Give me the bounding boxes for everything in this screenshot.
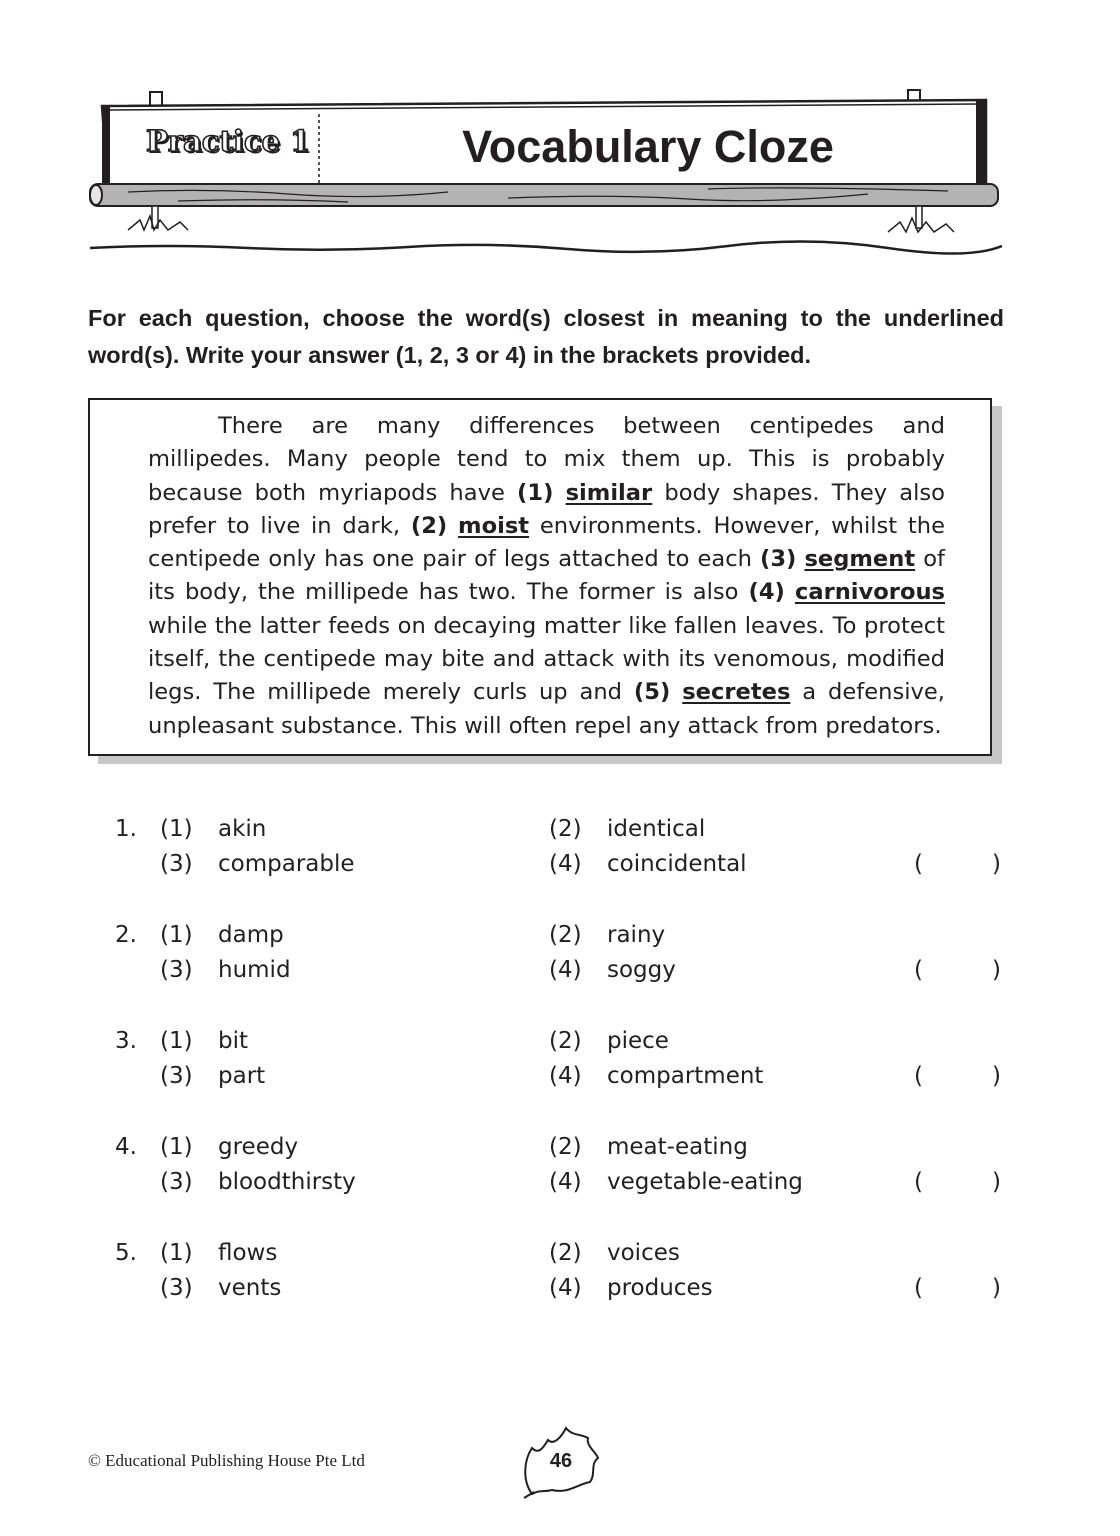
option-text: bit [218, 1028, 249, 1054]
option-number: (4) [549, 1063, 582, 1089]
practice-label: Practice 1 [146, 124, 311, 158]
passage-segment: of its body, the millipede has two. The former is also [148, 546, 945, 606]
option-number: (1) [160, 816, 193, 842]
option-text: greedy [218, 1134, 299, 1160]
option-number: (3) [160, 1169, 193, 1195]
option-text: humid [218, 957, 291, 983]
blank-marker-2: (2) [410, 512, 448, 539]
answer-bracket-close[interactable]: ) [992, 1169, 1001, 1195]
option-number: (1) [160, 1240, 193, 1266]
option-number: (2) [549, 922, 582, 948]
option-number: (2) [549, 1240, 582, 1266]
passage-segment: body shapes. They also prefer to live in dark, [148, 479, 945, 539]
underlined-word-5: secretes [682, 679, 791, 706]
question-number: 2. [115, 922, 137, 948]
answer-bracket-open[interactable]: ( [914, 1169, 923, 1195]
option-text: identical [607, 816, 706, 842]
underlined-word-4: carnivorous [794, 579, 945, 606]
option-number: (4) [549, 1169, 582, 1195]
blank-marker-1: (1) [517, 479, 554, 506]
question-4 [0, 1130, 1120, 1202]
option-number: (2) [549, 1134, 582, 1160]
question-number: 4. [115, 1134, 137, 1160]
answer-bracket-close[interactable]: ) [992, 1063, 1001, 1089]
option-number: (4) [549, 851, 582, 877]
option-number: (3) [160, 1063, 193, 1089]
option-text: flows [218, 1240, 278, 1266]
passage-segment: a defensive, unpleasant substance. This will often repel any attack from predators. [148, 679, 945, 739]
answer-bracket-close[interactable]: ) [992, 957, 1001, 983]
option-text: vents [218, 1275, 282, 1301]
passage-box [88, 398, 992, 756]
option-text: bloodthirsty [218, 1169, 356, 1195]
answer-bracket-open[interactable]: ( [914, 1063, 923, 1089]
copyright-text: © Educational Publishing House Pte Ltd [88, 1451, 365, 1470]
option-text: coincidental [607, 851, 747, 877]
passage-text [148, 410, 945, 743]
passage-segment: environments. However, whilst the centipede only has one pair of legs attached to each [148, 512, 946, 573]
option-number: (2) [549, 816, 582, 842]
answer-bracket-open[interactable]: ( [914, 851, 923, 877]
option-number: (3) [160, 1275, 193, 1301]
option-number: (4) [549, 1275, 582, 1301]
instructions: For each question, choose the word(s) closest in meaning to the underlined word(s). Write your answer (1, 2, 3 or 4) in the brackets provided. [88, 305, 1004, 368]
option-text: rainy [607, 922, 666, 948]
option-number: (3) [160, 851, 193, 877]
option-text: akin [218, 816, 267, 842]
passage-segment: while the latter feeds on decaying matter like fallen leaves. To protect itself, the centipede may bite and attack with its venomous, modified legs. The millipede merely curls up and [148, 612, 945, 706]
option-text: comparable [218, 851, 355, 877]
question-number: 1. [115, 816, 137, 842]
answer-bracket-open[interactable]: ( [914, 957, 923, 983]
blank-marker-4: (4) [748, 579, 785, 606]
option-text: vegetable-eating [607, 1169, 803, 1195]
option-text: damp [218, 922, 284, 948]
answer-bracket-close[interactable]: ) [992, 851, 1001, 877]
question-5 [0, 1236, 1120, 1308]
option-number: (4) [549, 957, 582, 983]
option-number: (1) [160, 1028, 193, 1054]
option-text: soggy [607, 957, 676, 983]
option-number: (2) [549, 1028, 582, 1054]
underlined-word-1: similar [565, 479, 653, 506]
blank-marker-5: (5) [633, 679, 671, 706]
option-text: compartment [607, 1063, 764, 1089]
page-title: Vocabulary Cloze [462, 121, 834, 172]
option-text: produces [607, 1275, 713, 1301]
question-3 [0, 1024, 1120, 1096]
question-2 [0, 918, 1120, 990]
question-1 [0, 812, 1120, 884]
header-banner [88, 88, 1008, 258]
underlined-word-2: moist [458, 512, 530, 539]
question-number: 3. [115, 1028, 137, 1054]
option-text: part [218, 1063, 266, 1089]
passage-segment: There are many differences between centipedes and millipedes. Many people tend to mix them up. This is probably because both myriapods have [148, 413, 945, 506]
option-number: (3) [160, 957, 193, 983]
underlined-word-3: segment [804, 546, 916, 573]
page-number: 46 [549, 1450, 573, 1472]
answer-bracket-open[interactable]: ( [914, 1275, 923, 1301]
option-number: (1) [160, 922, 193, 948]
option-text: voices [607, 1240, 680, 1266]
question-number: 5. [115, 1240, 137, 1266]
wooden-sign-illustration [88, 88, 1008, 258]
option-text: meat-eating [607, 1134, 748, 1160]
blank-marker-3: (3) [760, 546, 797, 573]
option-text: piece [607, 1028, 669, 1054]
option-number: (1) [160, 1134, 193, 1160]
answer-bracket-close[interactable]: ) [992, 1275, 1001, 1301]
